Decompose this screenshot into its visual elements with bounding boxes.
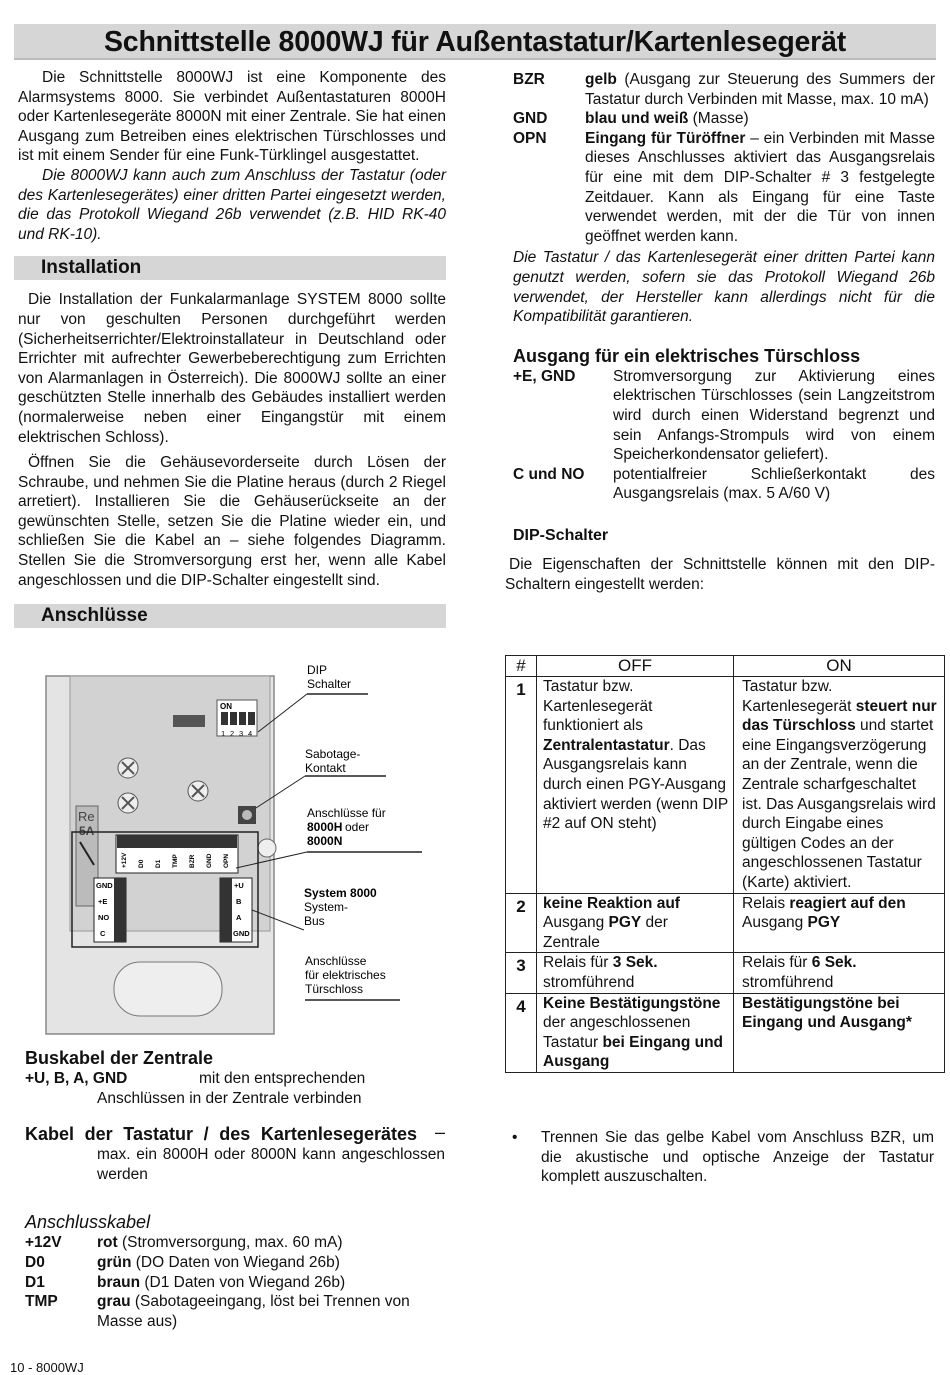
- label-anschluesse-1: Anschlüsse für: [307, 806, 386, 820]
- cable-desc: [585, 129, 935, 247]
- cable-note: (Sabotageeingang, löst bei Trennen von Masse aus): [97, 1293, 410, 1330]
- cable-note: (Ausgang zur Steuerung des Summers der Tastatur durch Verbinden mit Masse, max. 10 mA): [585, 71, 935, 108]
- cable-desc: [585, 70, 935, 109]
- terminal-left-gnd: GND: [96, 881, 113, 890]
- buskabel-section: [25, 1047, 445, 1331]
- installation-paragraph-1: Die Installation der Funkalarmanlage SYSTEM 8000 sollte nur von geschulten Personen durchgeführt werden (Sicherheitserrichter/Elektroinstallateur in Deutschland oder Errichter mit aufrechter Gewerbeberechtigung zum Errichten von Alarmanlagen in Österreich). Die 8000WJ sollte an einer geschützten Stelle innerhalb des Gebäudes installiert werden (normalerweise neben einer Eingangstür mit einem elektrischen Schloss).: [18, 291, 446, 446]
- terminal-gnd: GND: [206, 853, 213, 868]
- kabel-tastatur-dash: –: [434, 1122, 445, 1143]
- left-column: [18, 68, 446, 628]
- dip-off: [537, 993, 734, 1072]
- relay-label-1: Re: [78, 809, 95, 824]
- cell-text: Ausgang: [543, 914, 609, 932]
- dip-off: [537, 893, 734, 953]
- cable-note: (D1 Daten von Wiegand 26b): [140, 1273, 346, 1291]
- cable-term: BZR: [513, 71, 545, 88]
- ausgang-heading: Ausgang für ein elektrisches Türschloss: [513, 345, 861, 366]
- cable-entry: [114, 962, 222, 1016]
- cable-term: D1: [25, 1273, 45, 1291]
- terminal-tmp: TMP: [172, 854, 179, 868]
- installation-heading: Installation: [14, 256, 446, 280]
- cable-row: [25, 1273, 445, 1293]
- third-party-note: Die Tastatur / das Kartenlesegerät einer dritten Partei kann genutzt werden, sofern sie das Protokoll Wiegand 26b verwendet, der Hersteller kann allerdings nicht für die Kompatibilität garantieren.: [513, 249, 935, 326]
- dip-heading: DIP-Schalter: [513, 526, 609, 544]
- label-anschluesse-2: 8000H: [307, 820, 343, 834]
- cable-row: [25, 1233, 445, 1253]
- cable-row: [513, 70, 935, 109]
- cable-desc: [585, 109, 935, 129]
- label-dip: DIP Schalter: [307, 663, 352, 691]
- dip-row: [506, 893, 945, 953]
- intro-paragraph: Die Schnittstelle 8000WJ ist eine Komponente des Alarmsystems 8000. Sie verbindet Außentastaturen 8000H oder Kartenlesegeräte 8000N mit einer Zentrale. Sie hat einen Ausgang zum Betreiben eines elektrischen Türschlosses und ist mit einem Sender für eine Funk-Türklingel ausgestattet.: [18, 69, 446, 165]
- kabel-tastatur-desc: max. ein 8000H oder 8000N kann angeschlossen werden: [97, 1146, 445, 1183]
- cell-bold: PGY: [807, 914, 841, 932]
- ausgang-row: [513, 367, 935, 465]
- cable-desc: [97, 1292, 445, 1331]
- cable-term: OPN: [513, 129, 547, 147]
- terminal-left-e: +E: [98, 897, 108, 906]
- cable-color: grün: [97, 1253, 132, 1271]
- cell-bold: 6 Sek.: [811, 954, 857, 972]
- ausgang-term: C und NO: [513, 465, 585, 483]
- ausgang-list: [513, 367, 935, 504]
- cable-color: braun: [97, 1273, 141, 1291]
- cell-text: der angeschlossenen Tastatur: [543, 1014, 691, 1051]
- cell-text: Relais für: [742, 954, 812, 972]
- dip-number-4: 4: [248, 729, 253, 738]
- mounting-hole: [258, 839, 276, 857]
- cable-color: gelb: [585, 71, 617, 88]
- cell-bold: Zentralentastatur: [543, 736, 670, 754]
- chip: [173, 715, 205, 727]
- cable-color: rot: [97, 1234, 118, 1252]
- terminal-12v: +12V: [121, 852, 128, 868]
- cable-term: D0: [25, 1253, 45, 1271]
- dip-number-1: 1: [221, 729, 226, 738]
- cable-term: GND: [513, 110, 548, 128]
- ausgang-desc: Stromversorgung zur Aktivierung eines elektrischen Türschlosses (sein Langzeitstrom wird durch einen Widerstand begrenzt und sein Anfangs-Strompuls wird von einem Speicherkondensator geliefert).: [613, 367, 935, 464]
- ausgang-desc: potentialfreier Schließerkontakt des Ausgangsrelais (max. 5 A/60 V): [613, 465, 935, 503]
- dip-num: 3: [506, 953, 537, 993]
- terminal-d0: D0: [138, 859, 145, 868]
- dip-on-label: ON: [220, 702, 232, 711]
- cable-note: – ein Verbinden mit Masse dieses Anschlusses aktiviert das Ausgangsrelais für eine mit dem DIP-Schalter # 3 festgelegte Zeitdauer. Kann als Eingang für eine Taste verwendet werden, mit der die Tür von innen geöffnet werden kann.: [585, 129, 935, 245]
- bullet-item: [512, 1128, 934, 1187]
- cable-color: Eingang für Türöffner: [585, 129, 746, 147]
- cell-bold: PGY: [608, 914, 642, 932]
- label-schloss: Anschlüsse für elektrisches Türschloss: [305, 954, 386, 996]
- dip-num: 1: [506, 677, 537, 894]
- wiring-diagram: [30, 660, 450, 1035]
- cell-bold: keine Reaktion auf: [543, 894, 680, 912]
- terminal-bzr: BZR: [189, 854, 196, 868]
- cell-bold: 3 Sek.: [612, 954, 658, 972]
- cable-term: TMP: [25, 1293, 58, 1311]
- label-anschluesse-3: oder: [345, 820, 370, 834]
- label-system-2: System-Bus: [304, 900, 349, 928]
- cell-bold: bei Eingang und Ausgang: [543, 1033, 724, 1071]
- cell-text: stromführend: [543, 973, 635, 991]
- cell-text: Relais für: [543, 954, 613, 972]
- cell-text: stromführend: [742, 973, 834, 991]
- bullet-symbol: •: [512, 1129, 518, 1146]
- buskabel-heading: Buskabel der Zentrale: [25, 1048, 214, 1068]
- dip-number-2: 2: [230, 729, 235, 738]
- dip-on: [734, 677, 945, 894]
- cable-row: [513, 109, 935, 129]
- cable-note: (DO Daten von Wiegand 26b): [131, 1253, 340, 1271]
- dip-off: [537, 953, 734, 993]
- cable-row: [513, 129, 935, 247]
- dip-table: [505, 655, 945, 1073]
- dip-row: [506, 953, 945, 993]
- cell-text: der Zentrale: [543, 914, 668, 951]
- terminal-opn: OPN: [223, 853, 230, 868]
- cell-text: und startet eine Eingangsverzögerung an der Zentrale, wenn die Zentrale scharfgeschaltet ist. Das Ausgangsrelais wird durch Eingabe eines gültigen Codes an der angeschlossenen Tastatur (Karte) aktiviert.: [742, 717, 936, 891]
- anschlusskabel-list: [25, 1233, 445, 1331]
- cable-desc: [97, 1233, 445, 1253]
- dip-col-on: ON: [734, 656, 945, 677]
- page-footer: 10 - 8000WJ: [10, 1360, 84, 1375]
- terminal-right-u: +U: [234, 881, 244, 890]
- dip-off: [537, 677, 734, 894]
- cable-row: [25, 1292, 445, 1331]
- installation-paragraph-2: Öffnen Sie die Gehäusevorderseite durch Lösen der Schraube, und nehmen Sie die Platine heraus (durch 2 Riegel arretiert). Installieren Sie die Gehäuserückseite an der gewünschten Stelle, setzen Sie die Platine wieder ein, und schließen Sie die Kabel an – siehe folgendes Diagramm. Stellen Sie die Stromversorgung erst her, wenn alle Kabel angeschlossen und die DIP-Schalter eingestellt sind.: [18, 454, 446, 589]
- dip-intro: Die Eigenschaften der Schnittstelle können mit den DIP-Schaltern eingestellt werden:: [505, 556, 935, 594]
- dip-on: [734, 893, 945, 953]
- title-bar: [14, 24, 936, 60]
- bullet-text: Trennen Sie das gelbe Kabel vom Anschluss BZR, um die akustische und optische Anzeige der Tastatur komplett auszuschalten.: [541, 1129, 934, 1186]
- anschlusskabel-heading: Anschlusskabel: [25, 1212, 151, 1233]
- cell-bold: Keine Bestätigungstöne: [543, 994, 721, 1012]
- buskabel-term: +U, B, A, GND: [25, 1070, 128, 1087]
- relay-label-2: 5A: [79, 824, 95, 838]
- cable-desc: [97, 1253, 445, 1273]
- dip-num: 2: [506, 893, 537, 953]
- cable-row: [25, 1253, 445, 1273]
- dip-col-off: OFF: [537, 656, 734, 677]
- cell-text: Ausgang: [742, 914, 808, 932]
- terminal-left-no: NO: [98, 913, 110, 922]
- dip-row: [506, 677, 945, 894]
- buskabel-desc-b: Anschlüssen in der Zentrale verbinden: [97, 1089, 362, 1107]
- terminal-right-b: B: [236, 897, 242, 906]
- page-title: Schnittstelle 8000WJ für Außentastatur/Kartenlesegerät: [103, 26, 847, 58]
- cable-color: blau und weiß: [585, 110, 689, 128]
- dip-num: 4: [506, 993, 537, 1072]
- anschluesse-heading: Anschlüsse: [14, 604, 446, 628]
- ausgang-row: [513, 465, 935, 504]
- cell-text: Relais: [742, 894, 790, 912]
- cell-bold: steuert nur das Türschloss: [742, 697, 937, 735]
- right-cables-list: [513, 70, 935, 246]
- dip-col-num: #: [506, 656, 537, 677]
- ausgang-term: +E, GND: [513, 367, 576, 385]
- right-column: [505, 70, 935, 595]
- terminal-left-c: C: [100, 929, 106, 938]
- dip-on: [734, 953, 945, 993]
- cell-bold: Bestätigungstöne bei Eingang und Ausgang*: [742, 994, 912, 1032]
- intro-note: Die 8000WJ kann auch zum Anschluss der Tastatur (oder des Kartenlesegerätes) einer dritten Partei eingesetzt werden, die das Protokoll Wiegand 26b verwendet (z.B. HID RK-40 und RK-10).: [18, 166, 446, 243]
- kabel-tastatur-heading: Kabel der Tastatur / des Kartenlesegerätes: [25, 1124, 417, 1145]
- terminal-right-a: A: [236, 913, 242, 922]
- cable-term: +12V: [25, 1234, 62, 1252]
- cell-text: Tastatur bzw. Kartenlesegerät funktioniert als: [543, 678, 653, 735]
- label-system-1: System 8000: [304, 886, 377, 900]
- dip-row: [506, 993, 945, 1072]
- label-anschluesse-4: 8000N: [307, 834, 343, 848]
- buskabel-desc-a: mit den entsprechenden: [199, 1070, 366, 1087]
- cable-desc: [97, 1273, 445, 1293]
- terminal-d1: D1: [155, 859, 162, 868]
- cell-bold: reagiert auf den: [789, 894, 906, 912]
- cell-text: Tastatur bzw. Kartenlesegerät: [742, 678, 856, 715]
- cable-note: (Stromversorgung, max. 60 mA): [117, 1234, 343, 1252]
- cell-text: . Das Ausgangsrelais kann durch einen PGY-Ausgang aktiviert werden (wenn DIP #2 auf ON steht): [543, 736, 728, 833]
- cable-note: (Masse): [688, 110, 749, 128]
- terminal-right-gnd: GND: [233, 929, 250, 938]
- cable-color: grau: [97, 1293, 131, 1311]
- dip-on: [734, 993, 945, 1072]
- dip-number-3: 3: [239, 729, 244, 738]
- label-sabotage: Sabotage-Kontakt: [305, 747, 361, 775]
